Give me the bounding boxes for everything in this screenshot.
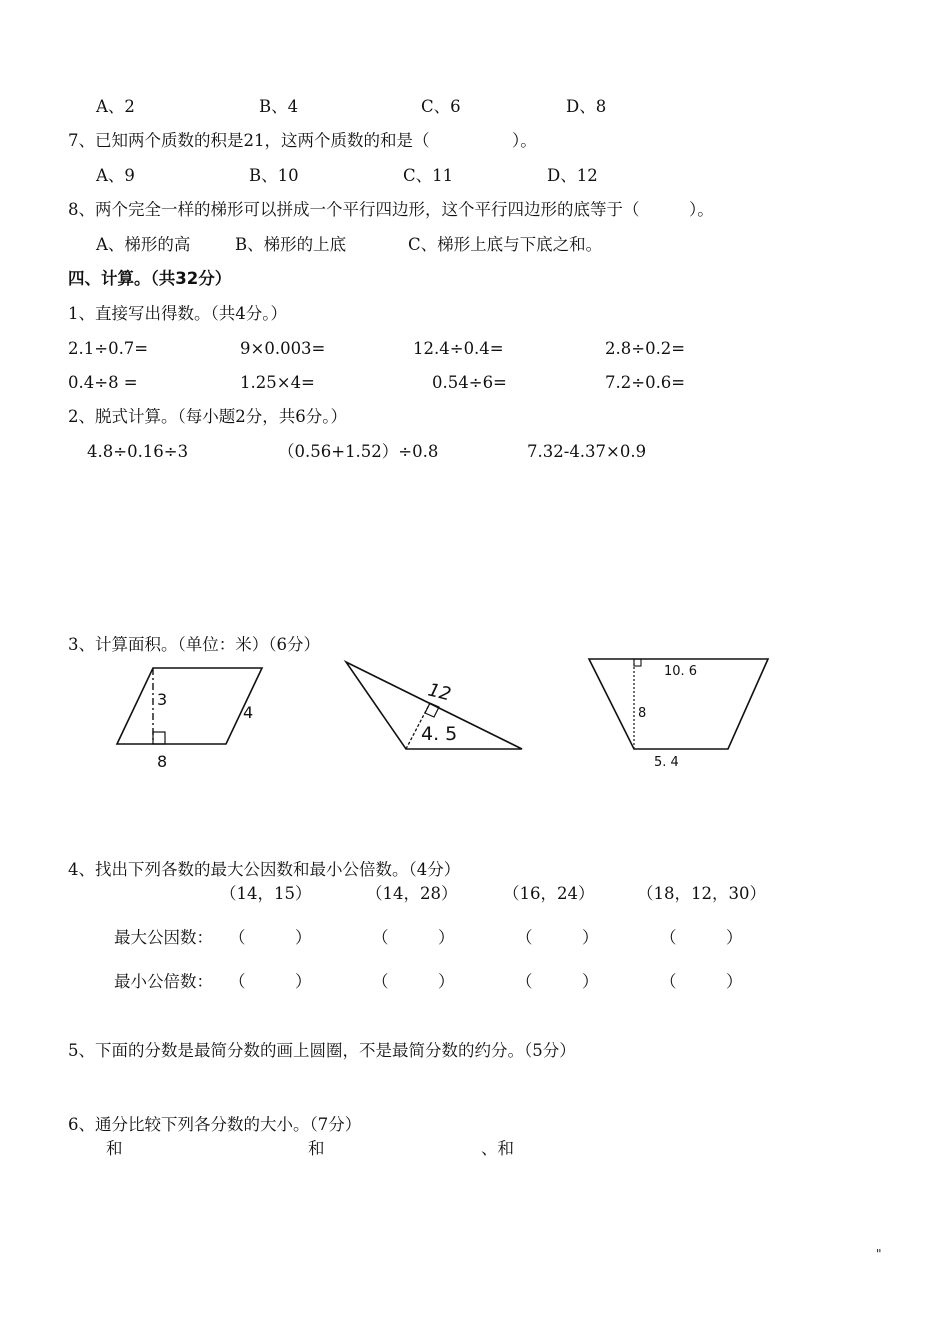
q7-option-b: B、10	[249, 166, 299, 185]
q7-stem: 7、已知两个质数的积是21，这两个质数的和是（ ）。	[68, 131, 537, 150]
p6-title: 6、通分比较下列各分数的大小。（7分）	[68, 1115, 362, 1134]
q8-option-c: C、梯形上底与下底之和。	[408, 235, 603, 254]
q7-option-a: A、9	[96, 166, 135, 185]
q7-option-d: D、12	[547, 166, 598, 185]
triangle-height-label: 4. 5	[421, 723, 458, 745]
q6-option-d: D、8	[566, 97, 607, 116]
q6-option-a: A、2	[96, 97, 135, 116]
p2-item-3: 7.32-4.37×0.9	[527, 442, 647, 461]
p1-r1-c2: 9×0.003=	[240, 339, 326, 358]
parallelogram-base-label: 8	[157, 752, 168, 771]
gcd-blank-3[interactable]: （ ）	[516, 928, 599, 947]
p1-r2-c2: 1.25×4=	[240, 373, 315, 392]
p1-title: 1、直接写出得数。（共4分。）	[68, 304, 287, 323]
p4-title: 4、找出下列各数的最大公因数和最小公倍数。（4分）	[68, 860, 461, 879]
p6-and-1: 和	[106, 1139, 123, 1158]
p1-r2-c1: 0.4÷8 =	[68, 373, 138, 392]
p4-group-4: （18，12，30）	[637, 884, 766, 903]
trapezoid-height-label: 8	[638, 706, 647, 721]
p2-title: 2、脱式计算。（每小题2分，共6分。）	[68, 407, 347, 426]
lcm-label: 最小公倍数：	[114, 972, 213, 991]
parallelogram-side-label: 4	[243, 703, 254, 722]
footer-mark: "	[876, 1247, 882, 1261]
p1-r1-c4: 2.8÷0.2=	[605, 339, 686, 358]
q7-option-c: C、11	[403, 166, 454, 185]
lcm-blank-2[interactable]: （ ）	[372, 972, 455, 991]
triangle-figure	[346, 662, 522, 749]
lcm-blank-3[interactable]: （ ）	[516, 972, 599, 991]
p4-group-1: （14，15）	[220, 884, 312, 903]
p5-title: 5、下面的分数是最简分数的画上圆圈，不是最简分数的约分。（5分）	[68, 1041, 576, 1060]
q8-option-b: B、梯形的上底	[235, 235, 347, 254]
parallelogram-height-label: 3	[157, 690, 168, 709]
q8-stem: 8、两个完全一样的梯形可以拼成一个平行四边形，这个平行四边形的底等于（ ）。	[68, 200, 714, 219]
p3-title: 3、计算面积。（单位：米）（6分）	[68, 635, 320, 654]
p1-r2-c3: 0.54÷6=	[432, 373, 507, 392]
p1-r1-c3: 12.4÷0.4=	[413, 339, 504, 358]
lcm-blank-4[interactable]: （ ）	[660, 972, 743, 991]
p2-item-2: （0.56+1.52）÷0.8	[278, 442, 439, 461]
trapezoid-figure	[589, 659, 768, 770]
p4-group-3: （16，24）	[503, 884, 595, 903]
trapezoid-top-label: 10. 6	[664, 664, 698, 679]
gcd-blank-2[interactable]: （ ）	[372, 928, 455, 947]
q8-option-a: A、梯形的高	[96, 235, 191, 254]
p2-item-1: 4.8÷0.16÷3	[87, 442, 189, 461]
p4-group-2: （14，28）	[366, 884, 458, 903]
triangle-base-label: 12	[425, 679, 454, 706]
lcm-blank-1[interactable]: （ ）	[229, 972, 312, 991]
p1-r1-c1: 2.1÷0.7=	[68, 339, 149, 358]
p6-and-2: 和	[308, 1139, 325, 1158]
parallelogram-figure	[117, 668, 262, 771]
q6-option-c: C、6	[421, 97, 461, 116]
trapezoid-bottom-label: 5. 4	[654, 755, 679, 770]
section-title: 四、计算。（共32分）	[68, 269, 232, 288]
gcd-label: 最大公因数：	[114, 928, 213, 947]
gcd-blank-1[interactable]: （ ）	[229, 928, 312, 947]
gcd-blank-4[interactable]: （ ）	[660, 928, 743, 947]
p1-r2-c4: 7.2÷0.6=	[605, 373, 686, 392]
p6-and-3: 、和	[481, 1139, 514, 1158]
q6-option-b: B、4	[259, 97, 299, 116]
